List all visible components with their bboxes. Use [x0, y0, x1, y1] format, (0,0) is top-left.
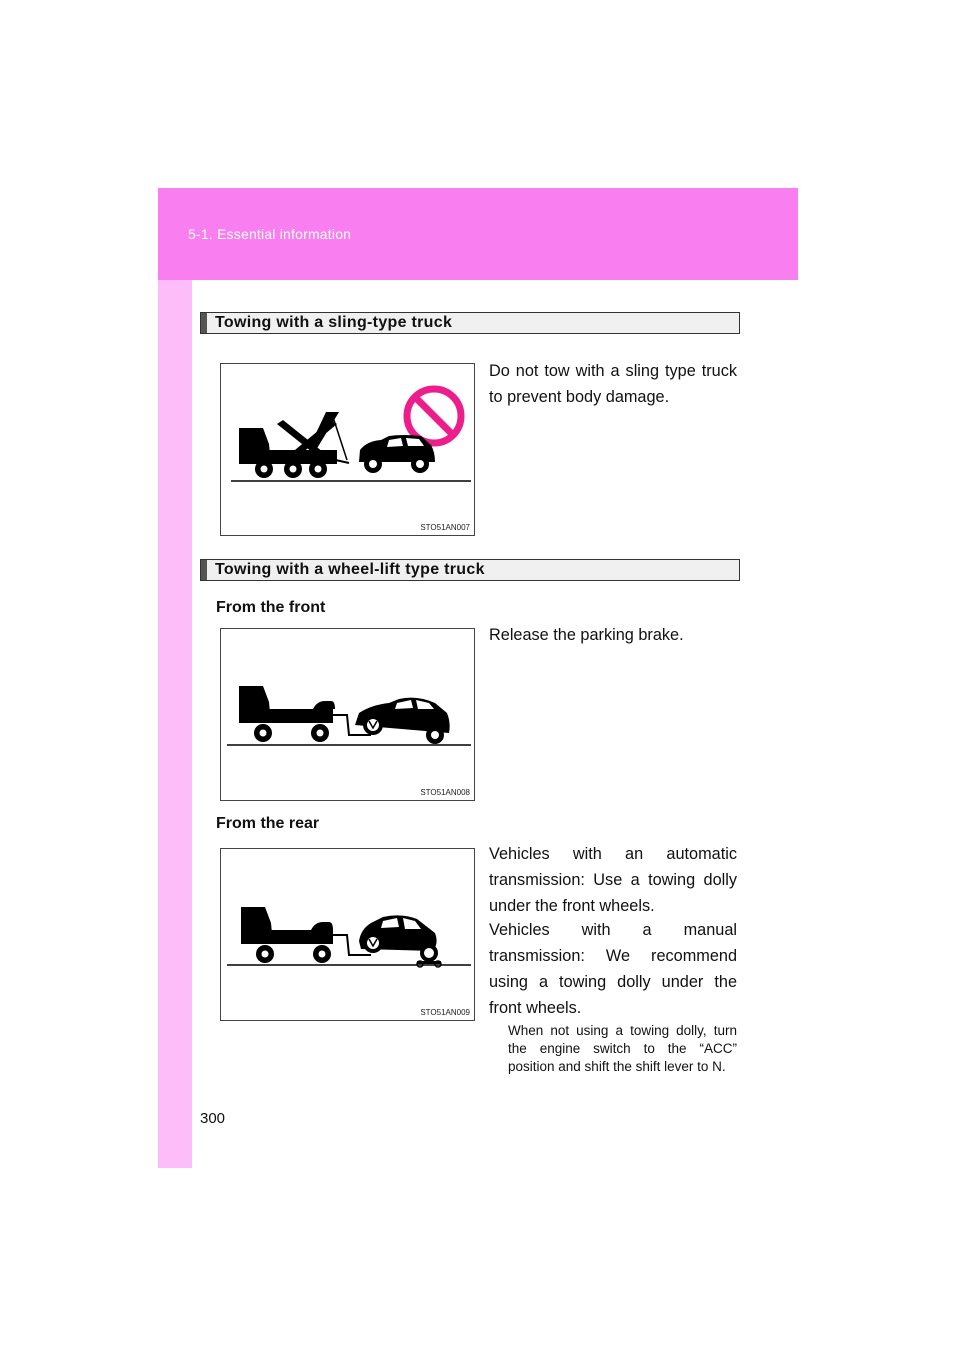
- truck-icon: [239, 412, 339, 478]
- section-header: 5-1. Essential information: [188, 226, 352, 242]
- figure-rear-tow: [220, 848, 475, 1021]
- sling-truck-illustration: [221, 364, 474, 535]
- rear-note: When not using a towing dolly, turn the engine switch to the “ACC” position and shift the shift lever to N.: [508, 1023, 737, 1074]
- rear-instruction-manual: Vehicles with a manual transmission: We recommend using a towing dolly under the front wheels.: [489, 921, 737, 1017]
- page-number: 300: [200, 1110, 226, 1127]
- figure-code: STO51AN009: [420, 1008, 470, 1017]
- sling-instruction: Do not tow with a sling type truck to prevent body damage.: [489, 362, 737, 406]
- front-instruction: Release the parking brake.: [489, 626, 684, 644]
- section-title-text: Towing with a sling-type truck: [215, 314, 453, 331]
- figure-front-tow: [220, 628, 475, 801]
- figure-code: STO51AN008: [420, 788, 470, 797]
- front-tow-illustration: [221, 629, 474, 800]
- subheading-rear: From the rear: [216, 815, 320, 832]
- figure-code: STO51AN007: [420, 523, 470, 532]
- rear-tow-illustration: [221, 849, 474, 1020]
- prohibition-slash: [415, 397, 453, 435]
- side-tab-strip: [158, 188, 192, 1168]
- rear-instruction-automatic: Vehicles with an automatic transmission: Use a towing dolly under the front wheels.: [489, 845, 737, 915]
- section-title-wheel-lift: [200, 559, 740, 581]
- subheading-front: From the front: [216, 599, 326, 616]
- section-title-text: Towing with a wheel-lift type truck: [215, 561, 485, 578]
- figure-sling-truck: [220, 363, 475, 536]
- section-title-sling: [200, 312, 740, 334]
